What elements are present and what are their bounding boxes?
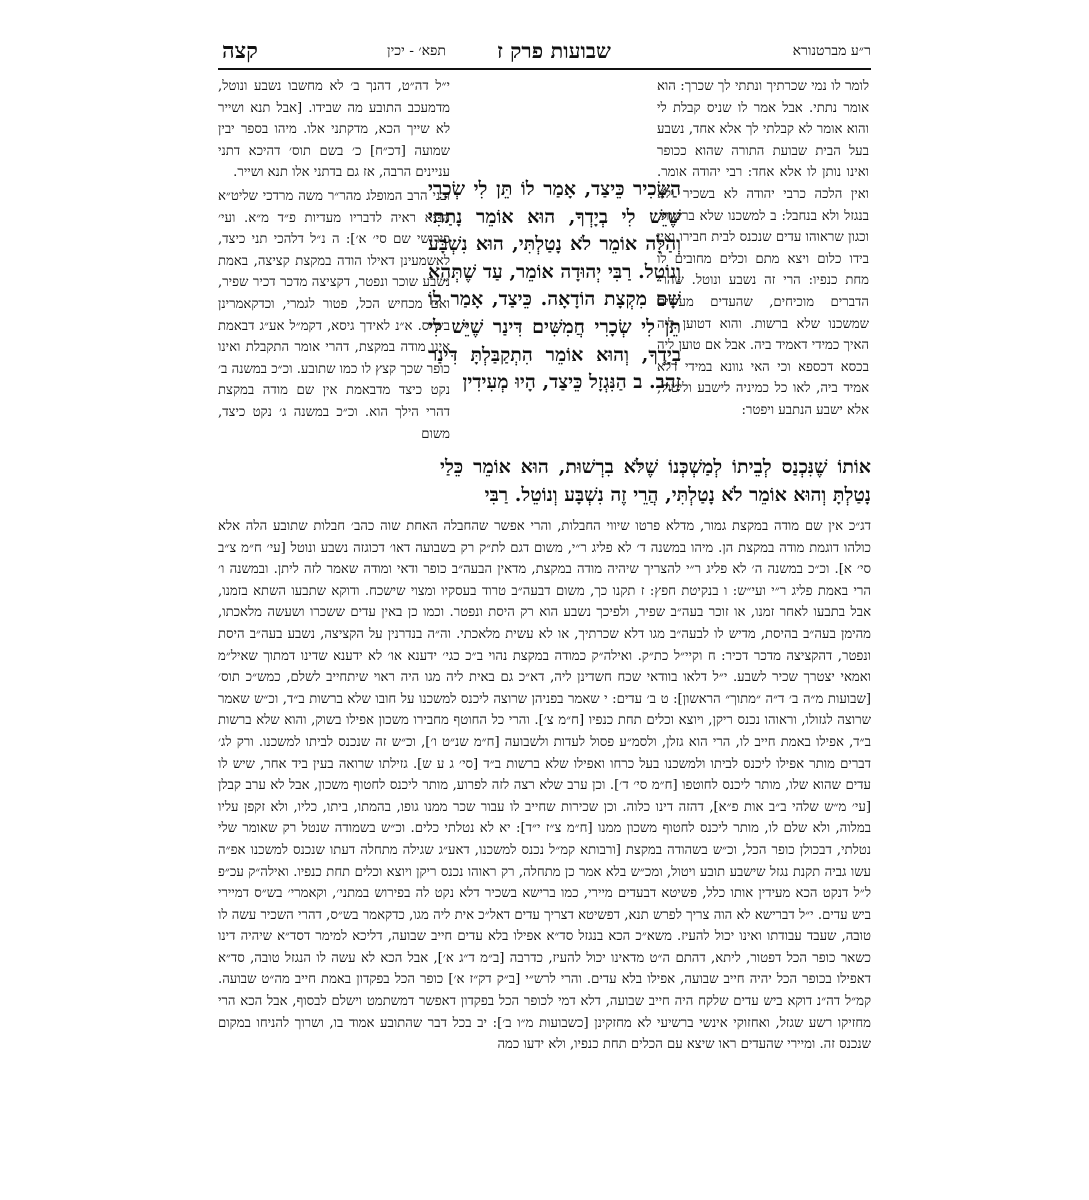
mishnah-text-continued: אוֹתוֹ שֶׁנִּכְנַס לְבֵיתוֹ לְמַשְׁכְּנוֹ שֶׁלֹּא בִרְשׁוּת, הוּא אוֹמֵר כֵּלַי נָטַלְתָּ וְהוּא אוֹמֵר לֹא נָטַלְתִּי, הֲרֵי זֶה נִשְׁבָּע וְנוֹטֵל. רַבִּי — [440, 456, 871, 506]
yachin-commentary-side: ובני הרב המופלג מהר״ר משה מרדכי שליט״א הביא ראיה לדבריו מעדיות פ״ד מ״א. ועי׳ פירושי שם סי׳ א׳]: ה נ״ל דלהכי תני כיצד, לאשמעינן דאילו הודה במקצת קציצה, באמת נשבע שוכר ונפטר, דקציצה מדכר דכיר שפיר, ואם מכחיש הכל, פטור לגמרי, וכדקאמרינן בש״ס. א״נ לאידך גיסא, דקמ״ל אע״ג דבאמת אינו מודה במקצת, דהרי אומר התקבלת ואינו כופר שכך קצץ לו כמו שתובע. וכ״כ במשנה ב׳ נקט כיצד מדבאמת אין שם מודה במקצת דהרי הילך הוא. וכ״כ במשנה ג׳ נקט כיצד, משום — [218, 188, 450, 442]
tiferet-yisrael-commentary — [218, 76, 450, 445]
bartenura-commentary: לומר לו נמי שכרתיך ונתתי לך שכרך: הוא אומר נתתי. אבל אמר לו שניס קבלת לי והוא אומר לא קבלתי לך אלא אחד, נשבע בעל הבית שבועת התורה שהוא ככופר ואינו נותן לו אלא אחד: רבי יהודה אומר. ואין הלכה כרבי יהודה לא בשכיר ולא בנגזל ולא בנחבל: ב למשכנו שלא ברשות. וכגון שראוהו עדים שנכנס לבית חבירו ואין בידו כלום ויצא מתם וכלים מחובים לו מחת כנפיו: הרי זה נשבע ונוטל. שהרי הדברים מוכיחים, שהעדים מעידים שמשכנו שלא ברשות. והוא דטוען ליה האיך כמידי דאמיד ביה. אבל אם טוען ליה בכסא דכספא וכי האי גוונא במידי דלא אמיד ביה, לאו כל כמיניה לישבע וליטול, אלא ישבע הנתבע ויפטר: — [657, 79, 869, 418]
tractate-chapter-title: שבועות פרק ז — [497, 38, 611, 63]
commentary-name: ר״ע מברטנורא — [792, 43, 871, 59]
yachin-commentary-top: י״ל דה״ט, דהנך ב׳ לא מחשבו נשבע ונוטל, מדמעכב התובע מה שבידו. [אבל תנא ושייר לא שייך הכא, מדקתני אלו. מיהו בספר יבין שמועה [דכ״ח] כ׳ בשם תוס׳ דהיכא דתני עניינים הרבה, אז גם בדתני אלו תנא ושייר. — [218, 79, 450, 181]
section-range: תפא׳ - יכין — [387, 43, 446, 59]
page-number: קצה — [222, 38, 258, 64]
yachin-commentary-bottom: דג״כ אין שם מודה במקצת גמור, מדלא פרטו שיווי החבלות, והרי אפשר שהחבלה האחת שוה כהב׳ חבלות שתובע הלה אלא כולהו דוגמת מודה במקצת הן. מיהו במשנה ד׳ לא פליג ר״י, משום דגם לת״ק רק בשבועה דאו׳ דכוגזה נשבע ונוטל [עי׳ ח״מ צ״ב סי׳ א]. וכ״כ במשנה ה׳ לא פליג ר״י להצריך שיהיה מודה במקצת, מדאין הבעה״ב כופר ודאי ומודה שאמר לזה ליתן. ובמשנה ו׳ הרי באמת פליג ר״י ועי״ש: ו בנקיטת חפץ: ז תקנו כך, משום דבעה״ב טרוד בעסקיו ומצוי שישכח. ודוקא שתבעו השתא בזמנו, אבל בתבעו לאחר זמנו, או זוכר בעה״ב שפיר, ולפיכך נשבע הוא רק היסת ונפטר. וכמו כן באין עדים ששכרו ושעשה מלאכתו, מהימן בעה״ב בהיסת, מדיש לו לבעה״ב מגו דלא שכרתיך, או לא עשית מלאכתי. וה״ה בנדרנין על הקציצה, נשבע בעה״ב היסת ונפטר, דהקציצה מדכר דכיר: ח וקיי״ל כת״ק. ואילה״ק כמודה במקצת נהוי ב״כ כגי׳ ידענא או׳ לא ידענא שדינו דמתוך שאיל״מ ואמאי יצטרך שכיר לשבע. י״ל דלאו בוודאי שכח חשדינן ליה, דא״כ גם באית ליה מגו היה ראוי שיתחייב לשלם, כמש״כ תוס׳ [שבועות מ״ה ב׳ ד״ה ״מתוך״ הראשון]: ט ב׳ עדים: י שאמר בפניהן שרוצה ליכנס למשכנו על חובו שלא ברשות ב״ד, וכ״ש שאמר שרוצה לגזולו, וראוהו נכנס ריקן, ויוצא וכלים תחת כנפיו [ח״מ צ׳]. והרי כל החוטף מחבירו משכון אפילו בשוק, והוא שלא ברשות ב״ד, אפילו באמת חייב לו, הרי הוא גזלן, ולסמ״ע פסול לעדות ולשבועה [ח״מ שנ״ט ו׳], וכ״ש זה שנכנס לביתו למשכנו. ורק לג׳ דברים מותר אפילו ליכנס לביתו ולמשכנו בעל כרחו ואפילו שלא ברשות ב״ד [סי׳ ג ע ש]. גזילתו שרואה בעין ביד אחר, שיש לו עדים שהוא שלו, מותר ליכנס לחוטפו [ח״מ סי׳ ד׳]. וכן ערב שלא רצה לזה לפרוע, מותר ליכנס לחטוף משכון, אבל לא ערב קבלן [עי׳ מ״ש שלהי ב״ב אות פ״א], דהזה דינו כלוה. וכן שכירות שחייב לו עבור שכר ממנו גופו, בהמתו, ביתו, כליו, ולא זקפן עליו במלוה, ולא שלם לו, מותר ליכנס לחטוף משכון ממנו [ח״מ צ״ז י״ד]: יא לא נטלתי כלים. וכ״ש בשמודה שנטל רק שאומר שלי נטלתי, דבכולן כופר הכל, וכ״ש בשהודה במקצת [ורבותא קמ״ל נכנס למשכנו, דאע״ג שגילה מתחלה דעתו שנכנס למשכנו אפ״ה עשו גביה תקנת נגזל שישבע תובע ויטול, ומכ״ש בלא אמר כן מתחלה, רק ראוהו נכנס ריקן ויוצא וכלים תחת כנפיו. ואילה״ק עכ״פ ל״ל דנקט הכא מעידין אותו כלל, פשיטא דבעדים מיירי, כמו ברישא בשכיר דלא נקט לה בפירוש במתני׳, וקאמרי׳ בש״ס דמיירי ביש עדים. י״ל דברישא לא הוה צריך לפרש תנא, דפשיטא דצריך עדים דאל״כ אית ליה מגו, כדקאמר בש״ס, דהרי השכיר עשה לו טובה, שעבד עבודתו ואינו יכול להעיז. משא״כ הכא בנגזל סד״א אפילו בלא עדים חייב שבועה, דליכא למימר דסד״א שיהיה דינו כשאר כופר הכל דפטור, ליתא, דהתם ה״ט מדאינו יכול להעיז, כדרבה [ב״מ ד״ג א׳], אבל הכא לא עשה לו הנגזל טובה, סד״א דאפילו בכופר הכל יהיה חייב שבועה, אפילו בלא עדים. והרי לרש״י [ב״ק דק״ז א׳] כופר הכל בפקדון באמת חייב מה״ט שבועה. קמ״ל דה״נ דוקא ביש עדים שלקח היה חייב שבועה, דלא דמי לכופר הכל בפקדון דאפשר דמשתמט וישלם לבסוף, אבל הכא הרי מחזיקו רשע שגזל, ואחזוקי אינשי ברשיעי לא מחזקינן [כשבועות מ״ו ב׳]: יב בכל דבר שהתובע אמוד בו, ושרוך להניחו במקום שנכנס זה. ומיירי שהעדים ראו שיצא עם הכלים תחת כנפיו, ולא ידעו כמה — [218, 519, 871, 1053]
mishnah-text: הַשָּׂכִיר כֵּיצַד, אָמַר לוֹ תֵּן לִי שְׂכָרִי שֶׁיֵּשׁ לִי בְיָדְךָ, הוּא אוֹמֵר נָתַתִּי וְהַלָּה אוֹמֵר לֹא נָטַלְתִּי, הוּא נִשְׁבָּע וְנוֹטֵל. רַבִּי יְהוּדָה אוֹמֵר, עַד שֶׁתְּהֵא שָׁם מִקְצָת הוֹדָאָה. כֵּיצַד, אָמַר לוֹ תֵּן לִי שְׂכָרִי חֲמִשִּׁים דִּינַר שֶׁיֵּשׁ לִי בְיָדְךָ, וְהוּא אוֹמֵר הִתְקַבַּלְתָּ דִּינַר זָהָב. ב הַנִּגְזָל כֵּיצַד, הָיוּ מְעִידִין — [428, 178, 681, 394]
running-header — [222, 38, 871, 66]
header-divider — [218, 68, 871, 70]
